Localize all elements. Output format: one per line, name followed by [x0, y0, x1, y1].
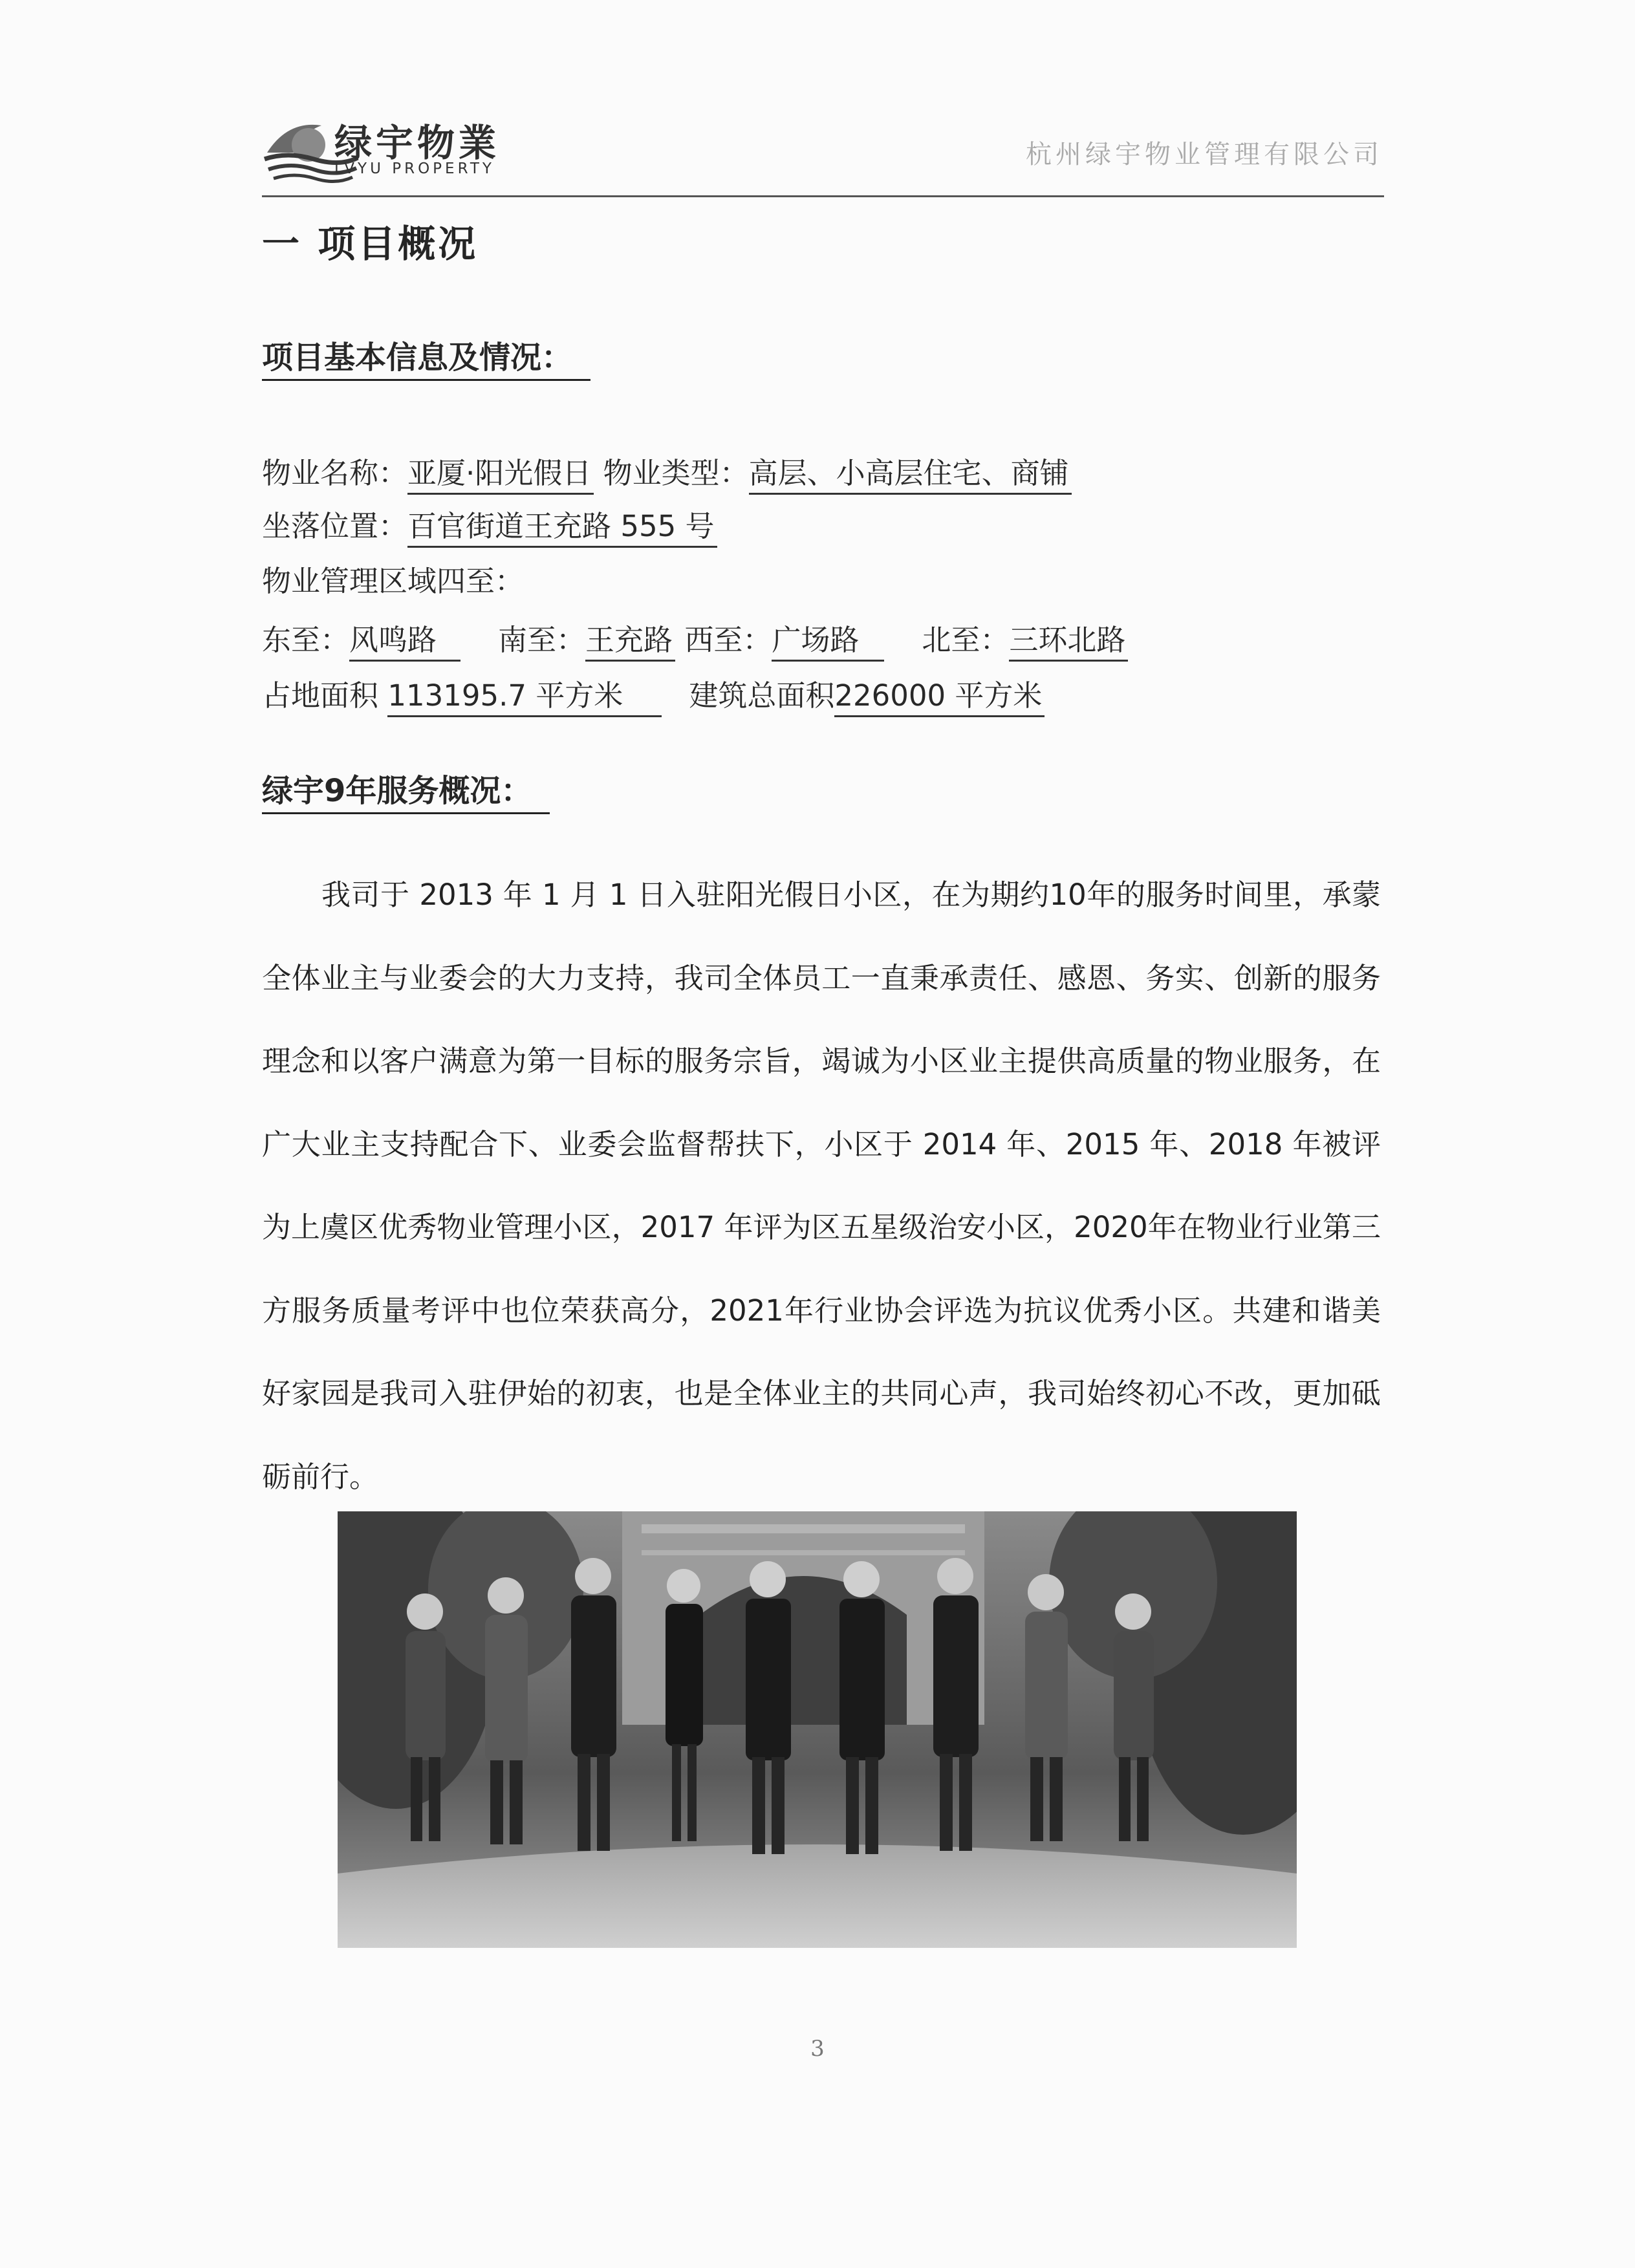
- west-label: 西至：: [684, 623, 772, 657]
- staff-group-photo: [338, 1511, 1297, 1948]
- location-label: 坐落位置：: [262, 509, 408, 543]
- land-area-value: 113195.7 平方米: [387, 676, 662, 717]
- south-value: 王充路: [585, 621, 675, 662]
- company-name: 杭州绿宇物业管理有限公司: [1026, 140, 1383, 169]
- north-label: 北至：: [922, 623, 1010, 657]
- company-logo: [262, 110, 534, 188]
- property-type-value: 高层、小高层住宅、商铺: [749, 454, 1072, 495]
- land-area-label: 占地面积: [262, 678, 379, 713]
- building-area-value: 226000 平方米: [834, 676, 1045, 717]
- page-number: 3: [810, 2036, 825, 2062]
- location-line: [262, 504, 717, 549]
- east-value: 风鸣路: [349, 621, 460, 662]
- north-value: 三环北路: [1009, 621, 1128, 662]
- east-label: 东至：: [262, 623, 350, 657]
- property-name-label: 物业名称：: [262, 456, 408, 490]
- south-label: 南至：: [498, 623, 586, 657]
- property-name-value: 亚厦·阳光假日: [407, 454, 594, 495]
- boundary-line: [262, 618, 1128, 663]
- header-divider: [262, 195, 1384, 197]
- section-title: 一 项目概况: [262, 222, 479, 266]
- west-value: 广场路: [772, 621, 884, 662]
- property-type-label: 物业类型：: [603, 456, 749, 490]
- logo-chinese-text: 绿宇物業: [334, 121, 501, 165]
- basic-info-heading: 项目基本信息及情况：: [262, 336, 590, 381]
- property-name-line: [262, 451, 1072, 496]
- building-area-label: 建筑总面积: [689, 678, 835, 713]
- location-value: 百官街道王充路 555 号: [407, 507, 717, 548]
- area-line: [262, 673, 1045, 718]
- boundary-label: 物业管理区域四至：: [262, 564, 525, 598]
- service-heading: 绿宇9年服务概况：: [262, 770, 550, 814]
- logo-english-text: LVYU PROPERTY: [334, 160, 495, 177]
- service-paragraph: 我司于 2013 年 1 月 1 日入驻阳光假日小区，在为期约10年的服务时间里，承蒙全体业主与业委会的大力支持，我司全体员工一直秉承责任、感恩、务实、创新的服务理念和以客户满意为第一目标的服务宗旨，竭诚为小区业主提供高质量的物业服务，在广大业主支持配合下、业委会监督帮扶下，小区于 2014 年、2015 年、2018 年被评为上虞区优秀物业管理小区，2017 年评为区五星级治安小区，2020年在物业行业第三方服务质量考评中也位荣获高分，2021年行业协会评选为抗议优秀小区。共建和谐美好家园是我司入驻伊始的初衷，也是全体业主的共同心声，我司始终初心不改，更加砥砺前行。: [262, 878, 1381, 1494]
